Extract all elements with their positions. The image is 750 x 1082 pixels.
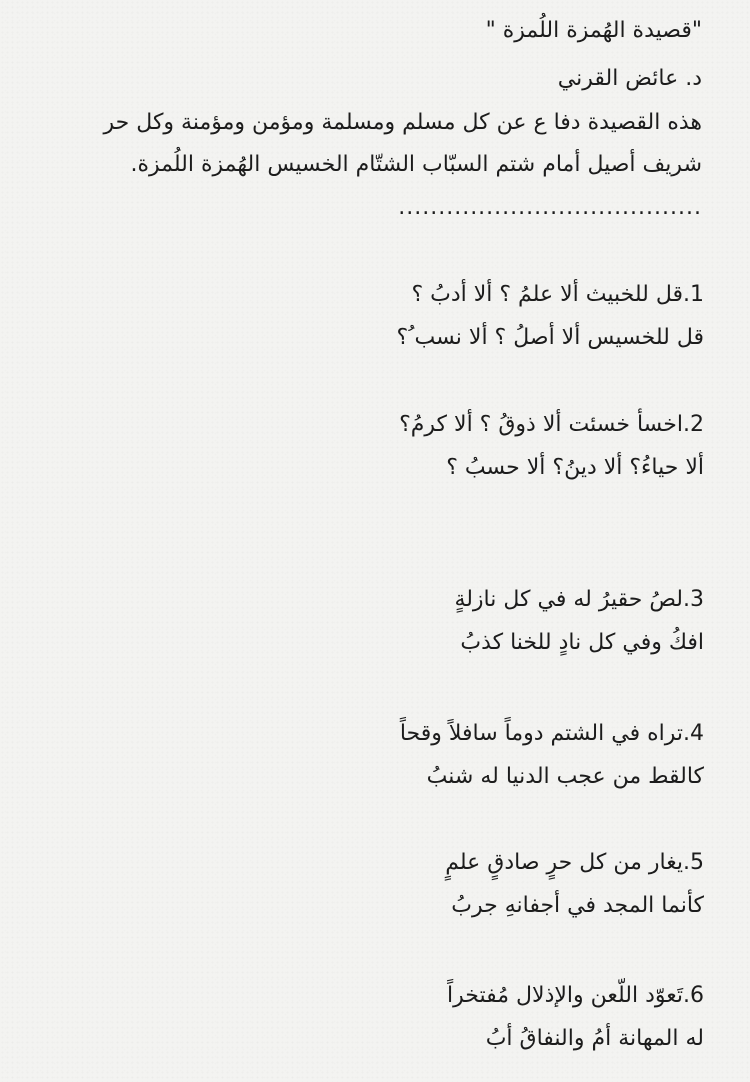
verse-3-line-2: افكُ وفي كل نادٍ للخنا كذبُ xyxy=(460,630,704,655)
verse-1-number: 1. xyxy=(683,282,704,307)
verse-5-line-2: كأنما المجد في أجفانهِ جربُ xyxy=(451,893,704,918)
verse-1-text-1: قل للخبيث ألا علمُ ؟ ألا أدبُ ؟ xyxy=(411,282,683,307)
intro-line-2: شريف أصيل أمام شتم السبّاب الشتّام الخسيس الهُمزة اللُمزة. xyxy=(130,152,702,177)
verse-4-line-2: كالقط من عجب الدنيا له شنبُ xyxy=(426,764,704,789)
verse-1-line-2: قل للخسيس ألا أصلُ ؟ ألا نسب ُ؟ xyxy=(396,325,704,350)
verse-5-line-1 xyxy=(445,848,704,878)
verse-6-line-1 xyxy=(447,981,704,1011)
verse-3-line-1 xyxy=(454,585,704,615)
verse-2-number: 2. xyxy=(683,412,704,437)
verse-4-line-1 xyxy=(400,719,704,749)
poem-title: "قصيدة الهُمزة اللُمزة " xyxy=(485,18,702,43)
verse-3-text-1: لصُ حقيرُ له في كل نازلةٍ xyxy=(454,587,683,612)
verse-4-number: 4. xyxy=(683,721,704,746)
verse-1-line-1 xyxy=(411,280,704,310)
verse-2-line-2: ألا حياءُ؟ ألا دينُ؟ ألا حسبُ ؟ xyxy=(446,455,704,480)
verse-6-number: 6. xyxy=(683,983,704,1008)
verse-4-text-1: تراه في الشتم دوماً سافلاً وقحاً xyxy=(399,721,683,746)
intro-line-1: هذه القصيدة دفا ع عن كل مسلم ومسلمة ومؤمن ومؤمنة وكل حر xyxy=(103,110,702,135)
verse-5-number: 5. xyxy=(683,850,704,875)
verse-2-line-1 xyxy=(399,410,704,440)
verse-5-text-1: يغار من كل حرٍ صادقٍ علمٍ xyxy=(445,850,683,875)
verse-6-text-1: تَعوّد اللّعن والإذلال مُفتخراً xyxy=(447,983,683,1008)
separator-dots: ...................................... xyxy=(398,195,702,220)
verse-2-text-1: اخسأ خسئت ألا ذوقُ ؟ ألا كرمُ؟ xyxy=(399,412,683,437)
author-name: د. عائض القرني xyxy=(557,66,702,91)
verse-3-number: 3. xyxy=(683,587,704,612)
verse-6-line-2: له المهانة أمُ والنفاقُ أبُ xyxy=(485,1026,704,1051)
